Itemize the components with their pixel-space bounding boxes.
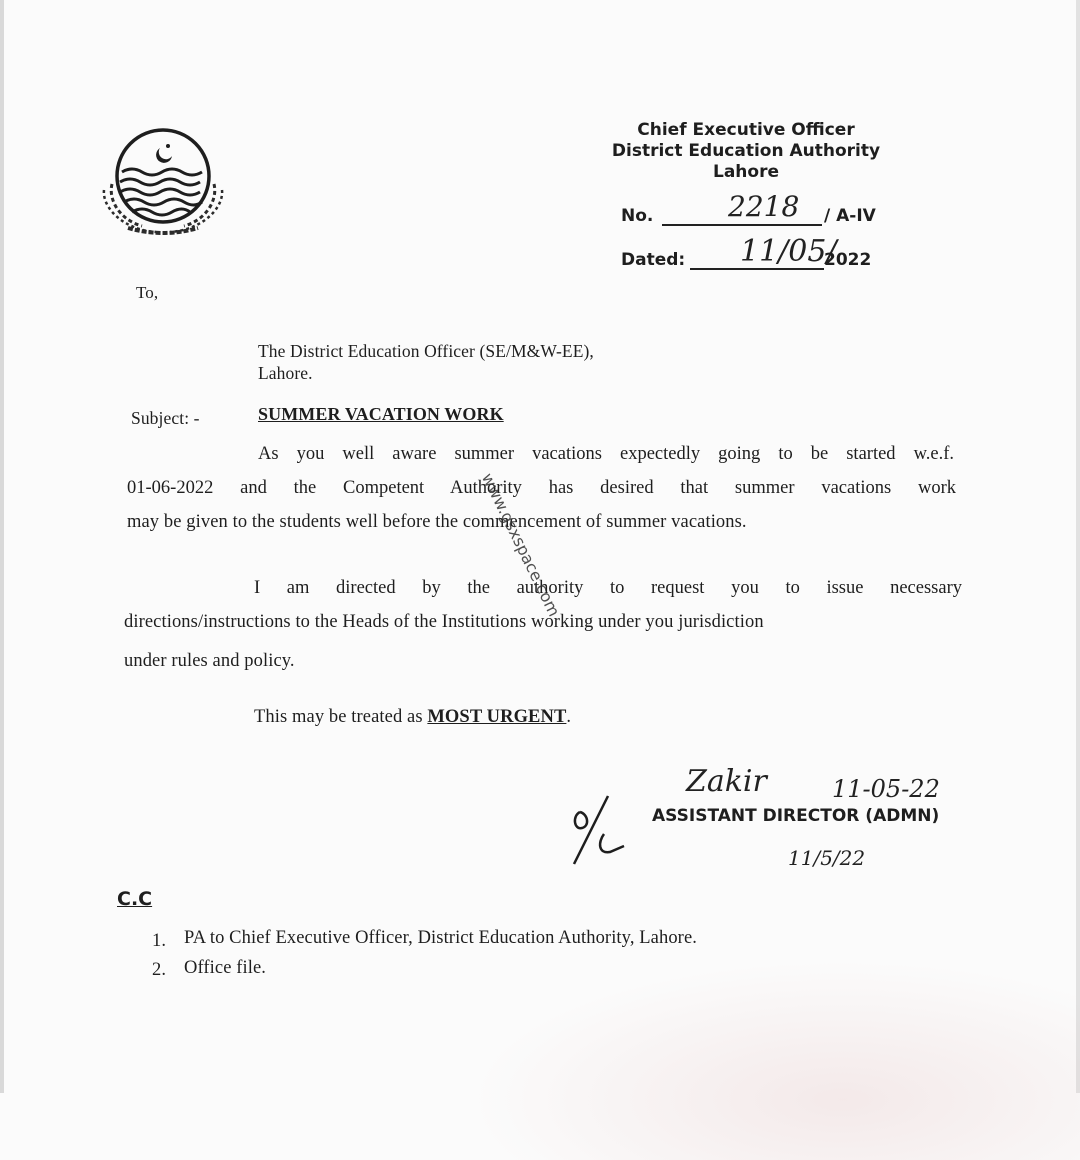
handwritten-initial-date: 11/5/22: [788, 846, 866, 870]
reference-number-underline: [662, 224, 822, 226]
handwritten-initial-mark: [566, 790, 636, 870]
cc-item-text: PA to Chief Executive Officer, District Education Authority, Lahore.: [184, 928, 697, 948]
salutation-to: To,: [136, 283, 159, 302]
cc-item-number: 1.: [152, 931, 167, 951]
cc-item-number: 2.: [152, 960, 167, 980]
paragraph-1-line-1: As you well aware summer vacations expectedly going to be started w.e.f.: [258, 444, 954, 464]
signatory-designation: ASSISTANT DIRECTOR (ADMN): [652, 806, 940, 826]
handwritten-signature-name: Zakir: [686, 764, 767, 799]
paragraph-1-line-2: 01-06-2022 and the Competent Authority has desired that summer vacations work: [127, 478, 956, 498]
website-watermark: www.gsxspace.com: [477, 470, 564, 620]
paragraph-1-line-3: may be given to the students well before the commencement of summer vacations.: [127, 512, 747, 532]
reference-number-label: No.: [621, 206, 654, 226]
paragraph-2-line-2: directions/instructions to the Heads of the Institutions working under you jurisdiction: [124, 612, 764, 632]
addressee-line-1: The District Education Officer (SE/M&W-EE),: [258, 341, 594, 361]
letterhead-line-1: Chief Executive Officer: [637, 120, 855, 140]
subject-text: SUMMER VACATION WORK: [258, 404, 504, 424]
page-edge: [0, 0, 4, 1093]
letterhead-line-3: Lahore: [713, 162, 779, 182]
page-edge: [1076, 0, 1080, 1093]
handwritten-signature-date: 11-05-22: [832, 775, 940, 803]
dated-label: Dated:: [621, 250, 686, 270]
subject-label: Subject: -: [131, 408, 200, 428]
paragraph-2-line-1: I am directed by the authority to request you to issue necessary: [254, 578, 962, 598]
most-urgent-emphasis: MOST URGENT: [427, 707, 567, 727]
paragraph-3-prefix: This may be treated as: [254, 707, 428, 727]
page-stain: [470, 960, 1080, 1160]
dated-year: 2022: [824, 250, 872, 270]
reference-number-suffix: / A-IV: [824, 206, 876, 226]
paragraph-2-line-3: under rules and policy.: [124, 651, 295, 671]
reference-number-value: 2218: [728, 190, 800, 223]
punjab-emblem-logo: [98, 128, 228, 238]
dated-handwritten-value: 11/05/: [740, 234, 837, 269]
paragraph-3-suffix: .: [566, 707, 572, 727]
addressee-line-2: Lahore.: [258, 363, 313, 383]
cc-label: C.C: [117, 888, 153, 910]
letterhead-line-2: District Education Authority: [611, 141, 881, 161]
paragraph-3: [254, 707, 571, 728]
cc-item-text: Office file.: [184, 958, 267, 978]
